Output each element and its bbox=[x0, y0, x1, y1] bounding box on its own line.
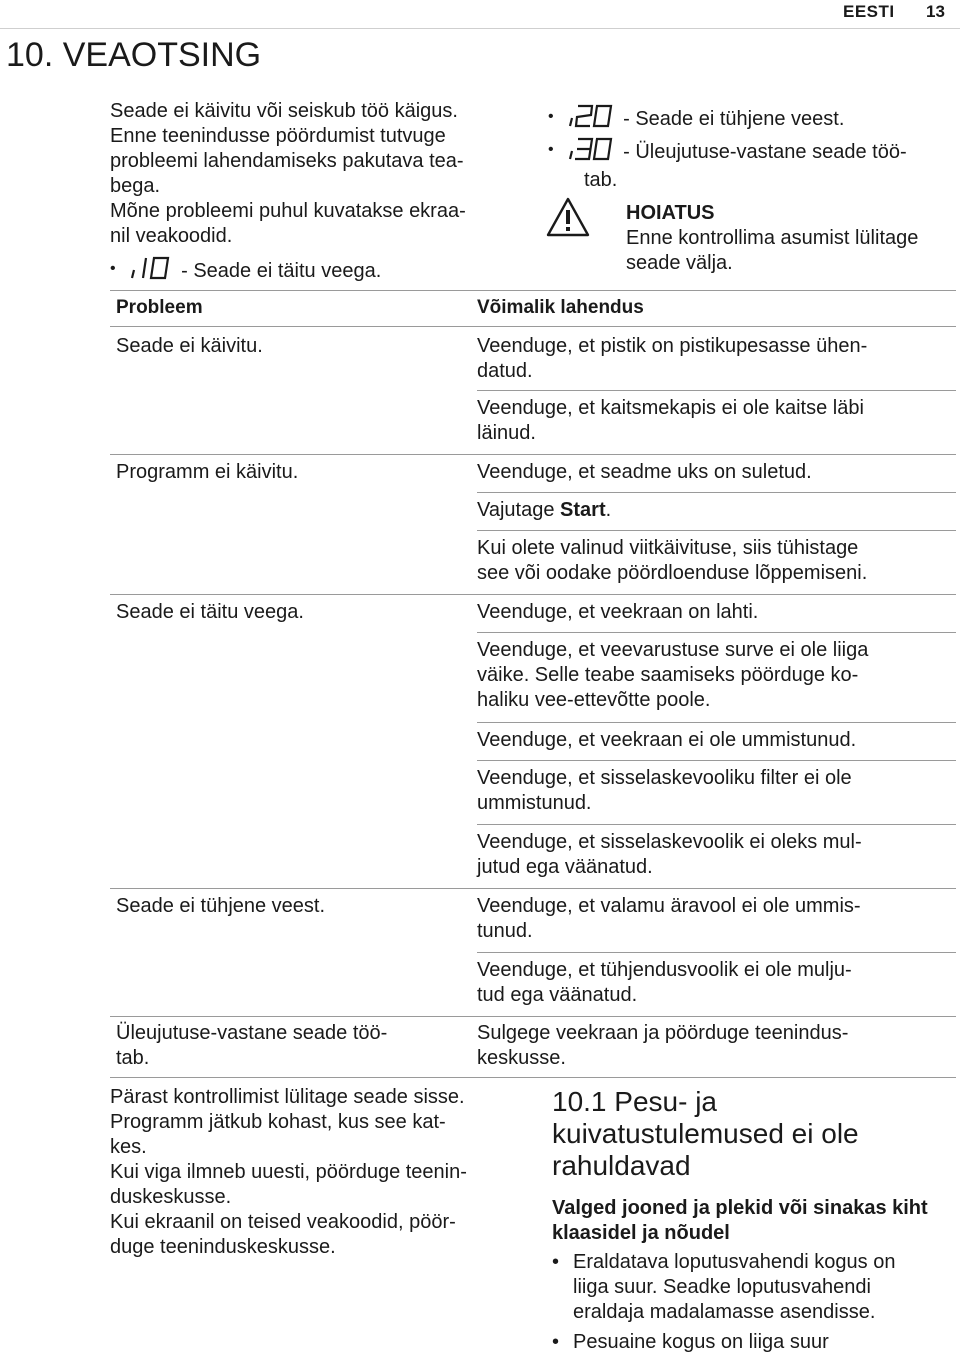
error-code-text: - Seade ei tühjene veest. bbox=[617, 108, 845, 130]
table-row bbox=[116, 334, 263, 359]
section-heading bbox=[552, 1086, 952, 1182]
table-row bbox=[477, 638, 868, 713]
solution-text: tud ega väänatud. bbox=[477, 984, 638, 1006]
subheading-line: klaasidel ja nõudel bbox=[552, 1222, 730, 1244]
solution-text: Veenduge, et veekraan ei ole ummistunud. bbox=[477, 729, 857, 751]
intro-paragraph-2 bbox=[110, 124, 530, 199]
table-rule bbox=[110, 290, 956, 291]
problem-text: Seade ei tühjene veest. bbox=[116, 895, 326, 917]
error-code-display-icon bbox=[568, 137, 614, 168]
solution-text: keskusse. bbox=[477, 1047, 566, 1069]
chapter-title: 10. VEAOTSING bbox=[6, 36, 262, 74]
page-number: 13 bbox=[926, 2, 945, 21]
error-code-item bbox=[548, 104, 844, 135]
solution-text: Veenduge, et pistik on pistikupesasse ühen- bbox=[477, 335, 868, 357]
list-item-text: Pesuaine kogus on liiga suur bbox=[573, 1331, 829, 1353]
table-rule bbox=[110, 326, 956, 327]
solution-text: Veenduge, et sisselaskevooliku filter ei ole bbox=[477, 767, 852, 789]
problem-text: Üleujutuse-vastane seade töö- bbox=[116, 1022, 388, 1044]
list-item bbox=[552, 1250, 952, 1325]
solution-text: datud. bbox=[477, 360, 533, 382]
warning-title: HOIATUS bbox=[626, 202, 715, 224]
table-row bbox=[477, 396, 864, 446]
table-row bbox=[477, 830, 862, 880]
problem-text: Seade ei täitu veega. bbox=[116, 601, 304, 623]
warning-text: seade välja. bbox=[626, 252, 733, 274]
language-label: EESTI bbox=[843, 2, 895, 21]
table-header-solution: Võimalik lahendus bbox=[477, 297, 644, 318]
table-row bbox=[477, 1021, 848, 1071]
intro-line: nil veakoodid. bbox=[110, 225, 233, 247]
bullet-icon: • bbox=[110, 260, 116, 277]
table-row bbox=[477, 766, 852, 816]
error-code-item bbox=[548, 137, 948, 193]
table-row bbox=[477, 894, 861, 944]
table-row bbox=[477, 536, 867, 586]
solution-text: Veenduge, et sisselaskevoolik ei oleks mul- bbox=[477, 831, 862, 853]
start-button-label: Start bbox=[560, 499, 606, 521]
error-code-item bbox=[110, 256, 381, 287]
error-code-text: - Seade ei täitu veega. bbox=[175, 260, 382, 282]
error-code-text: tab. bbox=[584, 169, 618, 191]
header-rule bbox=[0, 28, 960, 29]
table-header-problem: Probleem bbox=[116, 297, 203, 318]
intro-line: bega. bbox=[110, 175, 161, 197]
list-item-text: Eraldatava loputusvahendi kogus on bbox=[573, 1251, 896, 1273]
table-row bbox=[477, 460, 812, 485]
table-row bbox=[116, 460, 298, 485]
table-row bbox=[116, 894, 325, 919]
solution-text: haliku vee-ettevõtte poole. bbox=[477, 689, 711, 711]
error-code-display-icon bbox=[568, 104, 614, 135]
solution-text: Veenduge, et veekraan on lahti. bbox=[477, 601, 759, 623]
warning-triangle-icon bbox=[546, 197, 590, 242]
error-code-display-icon bbox=[130, 256, 172, 287]
after-table-text: Kui ekraanil on teised veakoodid, pöör- bbox=[110, 1211, 456, 1233]
list-item-text: eraldaja madalamasse asendisse. bbox=[573, 1301, 876, 1323]
list-item bbox=[552, 1330, 952, 1355]
solution-text: . bbox=[605, 499, 612, 521]
intro-line: Mõne probleemi puhul kuvatakse ekraa- bbox=[110, 200, 466, 222]
solution-text: ummistunud. bbox=[477, 792, 592, 814]
solution-text: Veenduge, et seadme uks on suletud. bbox=[477, 461, 812, 483]
table-row bbox=[477, 498, 611, 523]
solution-text: tunud. bbox=[477, 920, 533, 942]
solution-text: see või oodake pöördloenduse lõppemiseni. bbox=[477, 562, 868, 584]
section-title: rahuldavad bbox=[552, 1150, 691, 1181]
solution-text: jutud ega väänatud. bbox=[477, 856, 653, 878]
table-row bbox=[477, 600, 758, 625]
table-row bbox=[477, 334, 867, 384]
table-row bbox=[116, 1021, 387, 1071]
intro-line: probleemi lahendamiseks pakutava tea- bbox=[110, 150, 464, 172]
bullet-icon: • bbox=[552, 1331, 560, 1353]
solution-text: Veenduge, et kaitsmekapis ei ole kaitse läbi bbox=[477, 397, 864, 419]
solution-text: läinud. bbox=[477, 422, 536, 444]
after-table-text: Pärast kontrollimist lülitage seade sisse. bbox=[110, 1086, 465, 1108]
solution-text: Kui olete valinud viitkäivituse, siis tühistage bbox=[477, 537, 859, 559]
solution-text: Veenduge, et veevarustuse surve ei ole liiga bbox=[477, 639, 869, 661]
problem-text: tab. bbox=[116, 1047, 150, 1069]
after-table-text: kes. bbox=[110, 1136, 147, 1158]
table-row bbox=[477, 958, 852, 1008]
intro-paragraph-1: Seade ei käivitu või seiskub töö käigus. bbox=[110, 100, 458, 122]
bullet-icon: • bbox=[548, 141, 554, 158]
problem-text: Seade ei käivitu. bbox=[116, 335, 263, 357]
intro-line: Enne teenindusse pöördumist tutvuge bbox=[110, 125, 446, 147]
subheading bbox=[552, 1196, 957, 1246]
after-table-text: duge teeninduskeskusse. bbox=[110, 1236, 336, 1258]
solution-text: Sulgege veekraan ja pöörduge teenindus- bbox=[477, 1022, 849, 1044]
solution-text: Veenduge, et valamu äravool ei ole ummis- bbox=[477, 895, 861, 917]
intro-paragraph-3 bbox=[110, 199, 530, 249]
table-row bbox=[477, 728, 856, 753]
list-item-text: liiga suur. Seadke loputusvahendi bbox=[573, 1276, 871, 1298]
after-table-text: duskeskusse. bbox=[110, 1186, 232, 1208]
subheading-line: Valged jooned ja plekid või sinakas kiht bbox=[552, 1197, 928, 1219]
error-code-text: - Üleujutuse-vastane seade töö- bbox=[617, 141, 907, 163]
bullet-icon: • bbox=[552, 1251, 560, 1273]
after-table-text: Kui viga ilmneb uuesti, pöörduge teenin- bbox=[110, 1161, 467, 1183]
section-title: kuivatustulemused ei ole bbox=[552, 1118, 859, 1149]
solution-text: Veenduge, et tühjendusvoolik ei ole mulju- bbox=[477, 959, 852, 981]
after-table-text: Programm jätkub kohast, kus see kat- bbox=[110, 1111, 446, 1133]
warning-text: Enne kontrollima asumist lülitage bbox=[626, 227, 919, 249]
table-row bbox=[116, 600, 304, 625]
section-title: Pesu- ja bbox=[606, 1086, 717, 1117]
solution-text: väike. Selle teabe saamiseks pöörduge ko- bbox=[477, 664, 859, 686]
bullet-icon: • bbox=[548, 108, 554, 125]
section-number: 10.1 bbox=[552, 1086, 607, 1117]
problem-text: Programm ei käivitu. bbox=[116, 461, 299, 483]
solution-text: Vajutage bbox=[477, 499, 561, 521]
